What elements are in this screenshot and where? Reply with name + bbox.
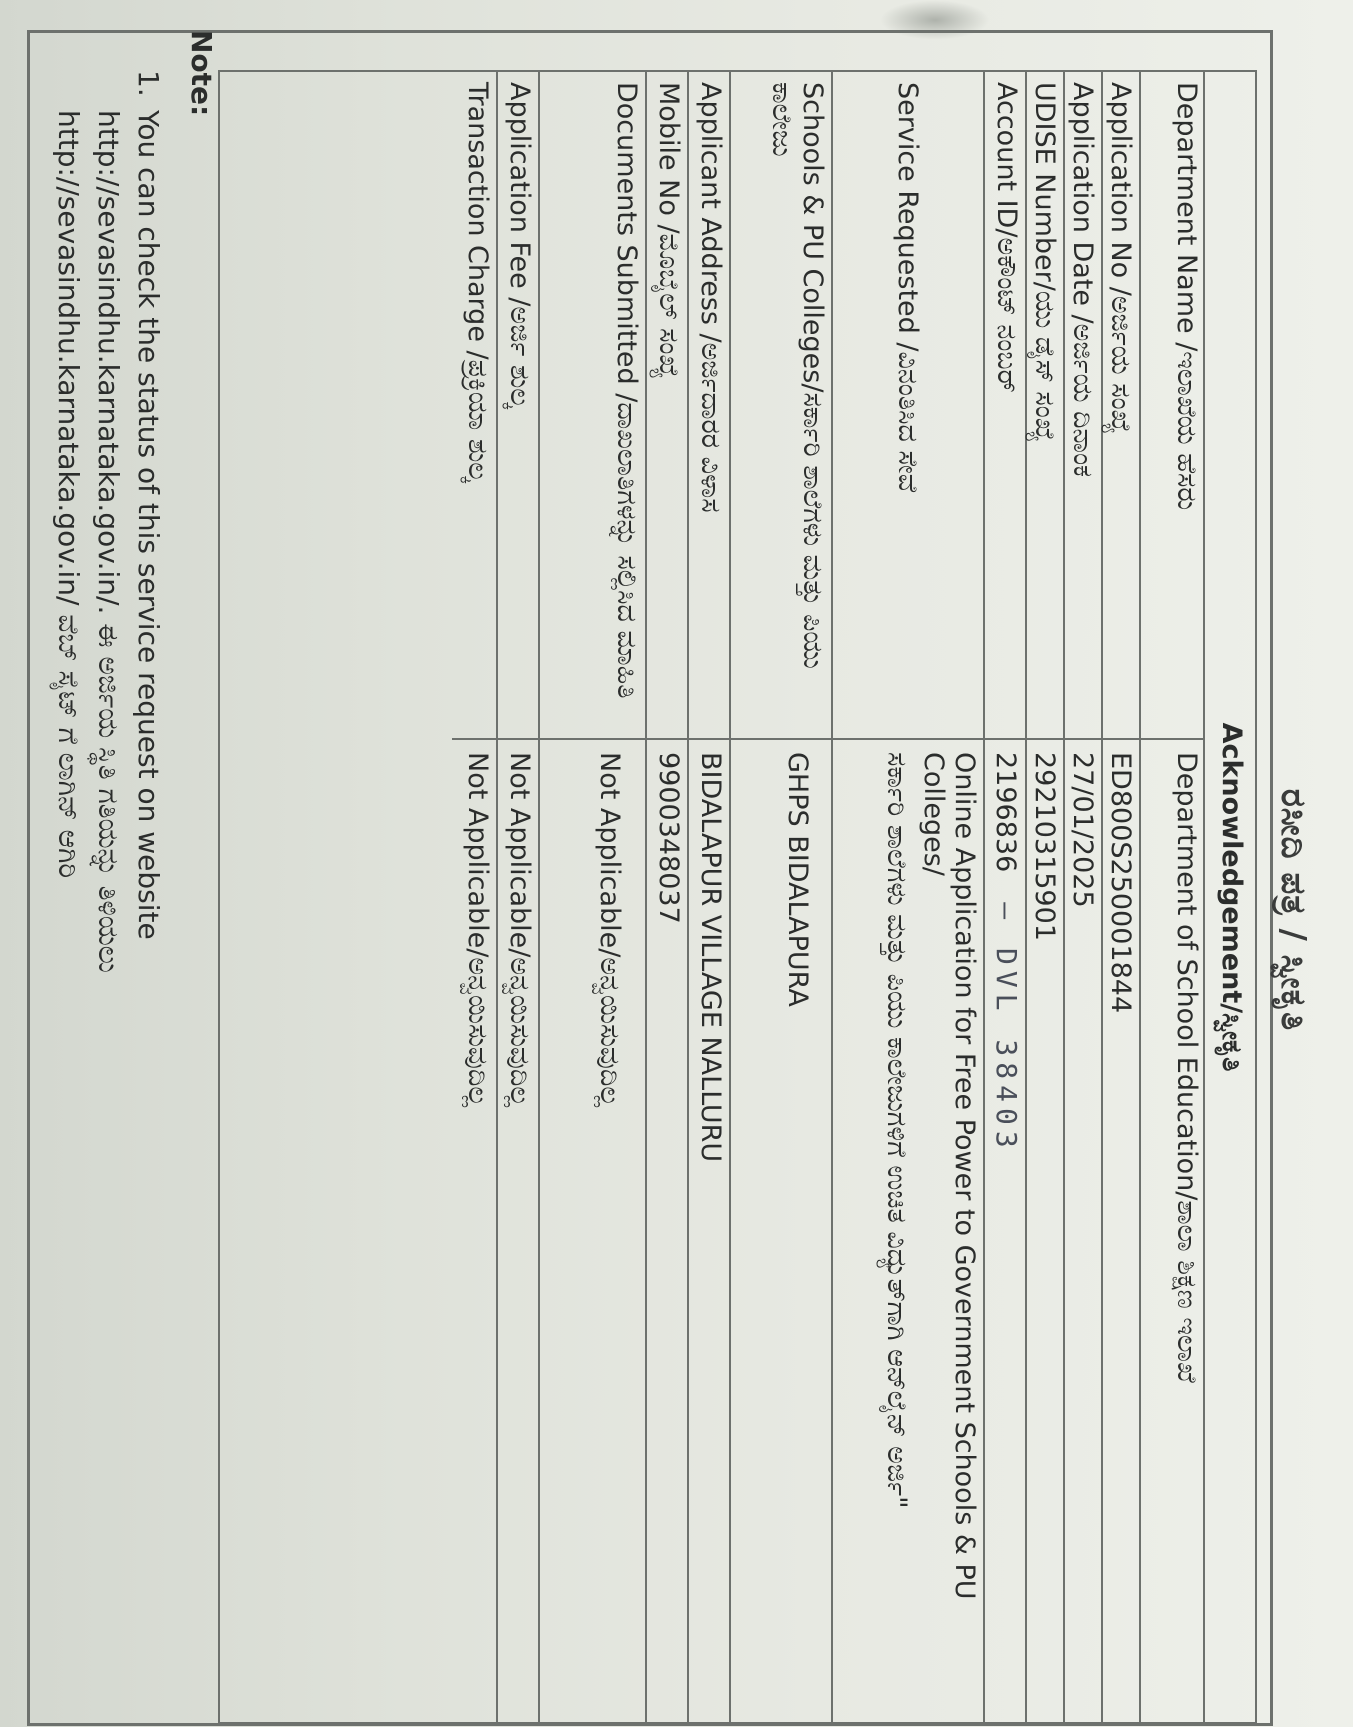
- table-row: [983, 72, 1025, 1722]
- row-label: Department Name /ಇಲಾಖೆಯ ಹೆಸರು: [1141, 72, 1205, 740]
- row-label: Service Requested /ವಿನಂತಿಸಿದ ಸೇವೆ: [833, 72, 983, 740]
- note-text: [48, 110, 168, 1470]
- document-title: ರಸೀದಿ ಪತ್ರ / ಸ್ವೀಕೃತಿ: [1273, 788, 1313, 1032]
- row-label: Applicant Address /ಅರ್ಜಿದಾರರ ವಿಳಾಸ: [689, 72, 729, 740]
- table-row: [1139, 72, 1205, 1722]
- acknowledgement-table: [218, 70, 1257, 1724]
- row-value: 27/01/2025: [1067, 752, 1098, 908]
- service-name-kannada: ಸರ್ಕಾರಿ ಶಾಲೆಗಳು ಮತ್ತು ಪಿಯು ಕಾಲೇಜುಗಳಿಗೆ ಉಚಿತ ವಿದ್ಯುತ್‌ಗಾಗಿ ಆನ್‌ಲೈನ್ ಅರ್ಜಿ": [881, 752, 912, 1509]
- row-label: Account ID/ಅಕೌಂಟ್ ನಂಬರ್: [985, 72, 1025, 740]
- table-row: [645, 72, 687, 1722]
- row-label: Documents Submitted /ದಾಖಲಾತಿಗಳನ್ನು ಸಲ್ಲಿಸಿದ ಮಾಹಿತಿ: [540, 72, 645, 740]
- row-label: Application No /ಅರ್ಜಿಯ ಸಂಖ್ಯೆ: [1103, 72, 1139, 740]
- table-row: [1101, 72, 1139, 1722]
- row-label: Application Date /ಅರ್ಜಿಯ ದಿನಾಂಕ: [1065, 72, 1101, 740]
- account-id-value: 2196836: [990, 752, 1021, 873]
- row-value: Department of School Education/ಶಾಲಾ ಶಿಕ್ಷಣ ಇಲಾಖೆ: [1171, 752, 1202, 1383]
- table-row: [1063, 72, 1101, 1722]
- table-row: [538, 72, 645, 1722]
- row-value: 29210315901: [1029, 752, 1060, 941]
- row-value: [985, 740, 1025, 1722]
- handwritten-annotation: — DVL 38403: [990, 902, 1023, 1154]
- note-line: You can check the status of this service request on website: [132, 110, 165, 940]
- row-value: GHPS BIDALAPURA: [782, 752, 813, 1007]
- row-value: ED800S250001844: [1105, 752, 1136, 1014]
- table-header: Acknowledgement/ಸ್ವೀಕೃತಿ: [1203, 72, 1255, 1722]
- row-label: Schools & PU Colleges/ಸರ್ಕಾರಿ ಶಾಲೆಗಳು ಮತ್ತು ಪಿಯು ಕಾಲೇಜು: [731, 72, 831, 740]
- note-line: http://sevasindhu.karnataka.gov.in/ ವೆಬ್ ಸೈಟ್ ಗೆ ಲಾಗಿನ್ ಆಗಿರಿ: [52, 110, 85, 879]
- note-heading: Note:: [185, 30, 218, 117]
- row-value: Not Applicable/ಅನ್ವಯಿಸುವುದಿಲ್ಲ: [462, 752, 493, 1108]
- table-row: [729, 72, 831, 1722]
- table-row: [496, 72, 538, 1722]
- row-value: Not Applicable/ಅನ್ವಯಿಸುವುದಿಲ್ಲ: [504, 752, 535, 1108]
- table-row: [1025, 72, 1063, 1722]
- note-number: 1.: [132, 70, 165, 97]
- row-value: BIDALAPUR VILLAGE NALLURU: [695, 752, 726, 1163]
- table-row: [452, 72, 496, 1722]
- row-value: [833, 740, 983, 1722]
- row-label: Mobile No /ಮೊಬೈಲ್ ಸಂಖ್ಯೆ: [647, 72, 687, 740]
- row-label: Application Fee /ಅರ್ಜಿ ಶುಲ್ಕ: [498, 72, 538, 740]
- table-row: [687, 72, 729, 1722]
- service-name-english: Online Application for Free Power to Government Schools & PU Colleges/: [918, 752, 980, 1600]
- row-value: 9900348037: [653, 752, 684, 924]
- row-label: UDISE Number/ಯು ಡೈಸ್ ಸಂಖ್ಯೆ: [1027, 72, 1063, 740]
- note-line: http://sevasindhu.karnataka.gov.in/. ಈ ಅರ್ಜಿಯ ಸ್ಥಿತಿ ಗತಿಯನ್ನು ತಿಳಿಯಲು: [92, 110, 125, 973]
- row-label: Transaction Charge /ಪ್ರಕ್ರಿಯಾ ಶುಲ್ಕ: [452, 72, 496, 740]
- row-value: Not Applicable/ಅನ್ವಯಿಸುವುದಿಲ್ಲ: [594, 752, 625, 1108]
- table-row: [831, 72, 983, 1722]
